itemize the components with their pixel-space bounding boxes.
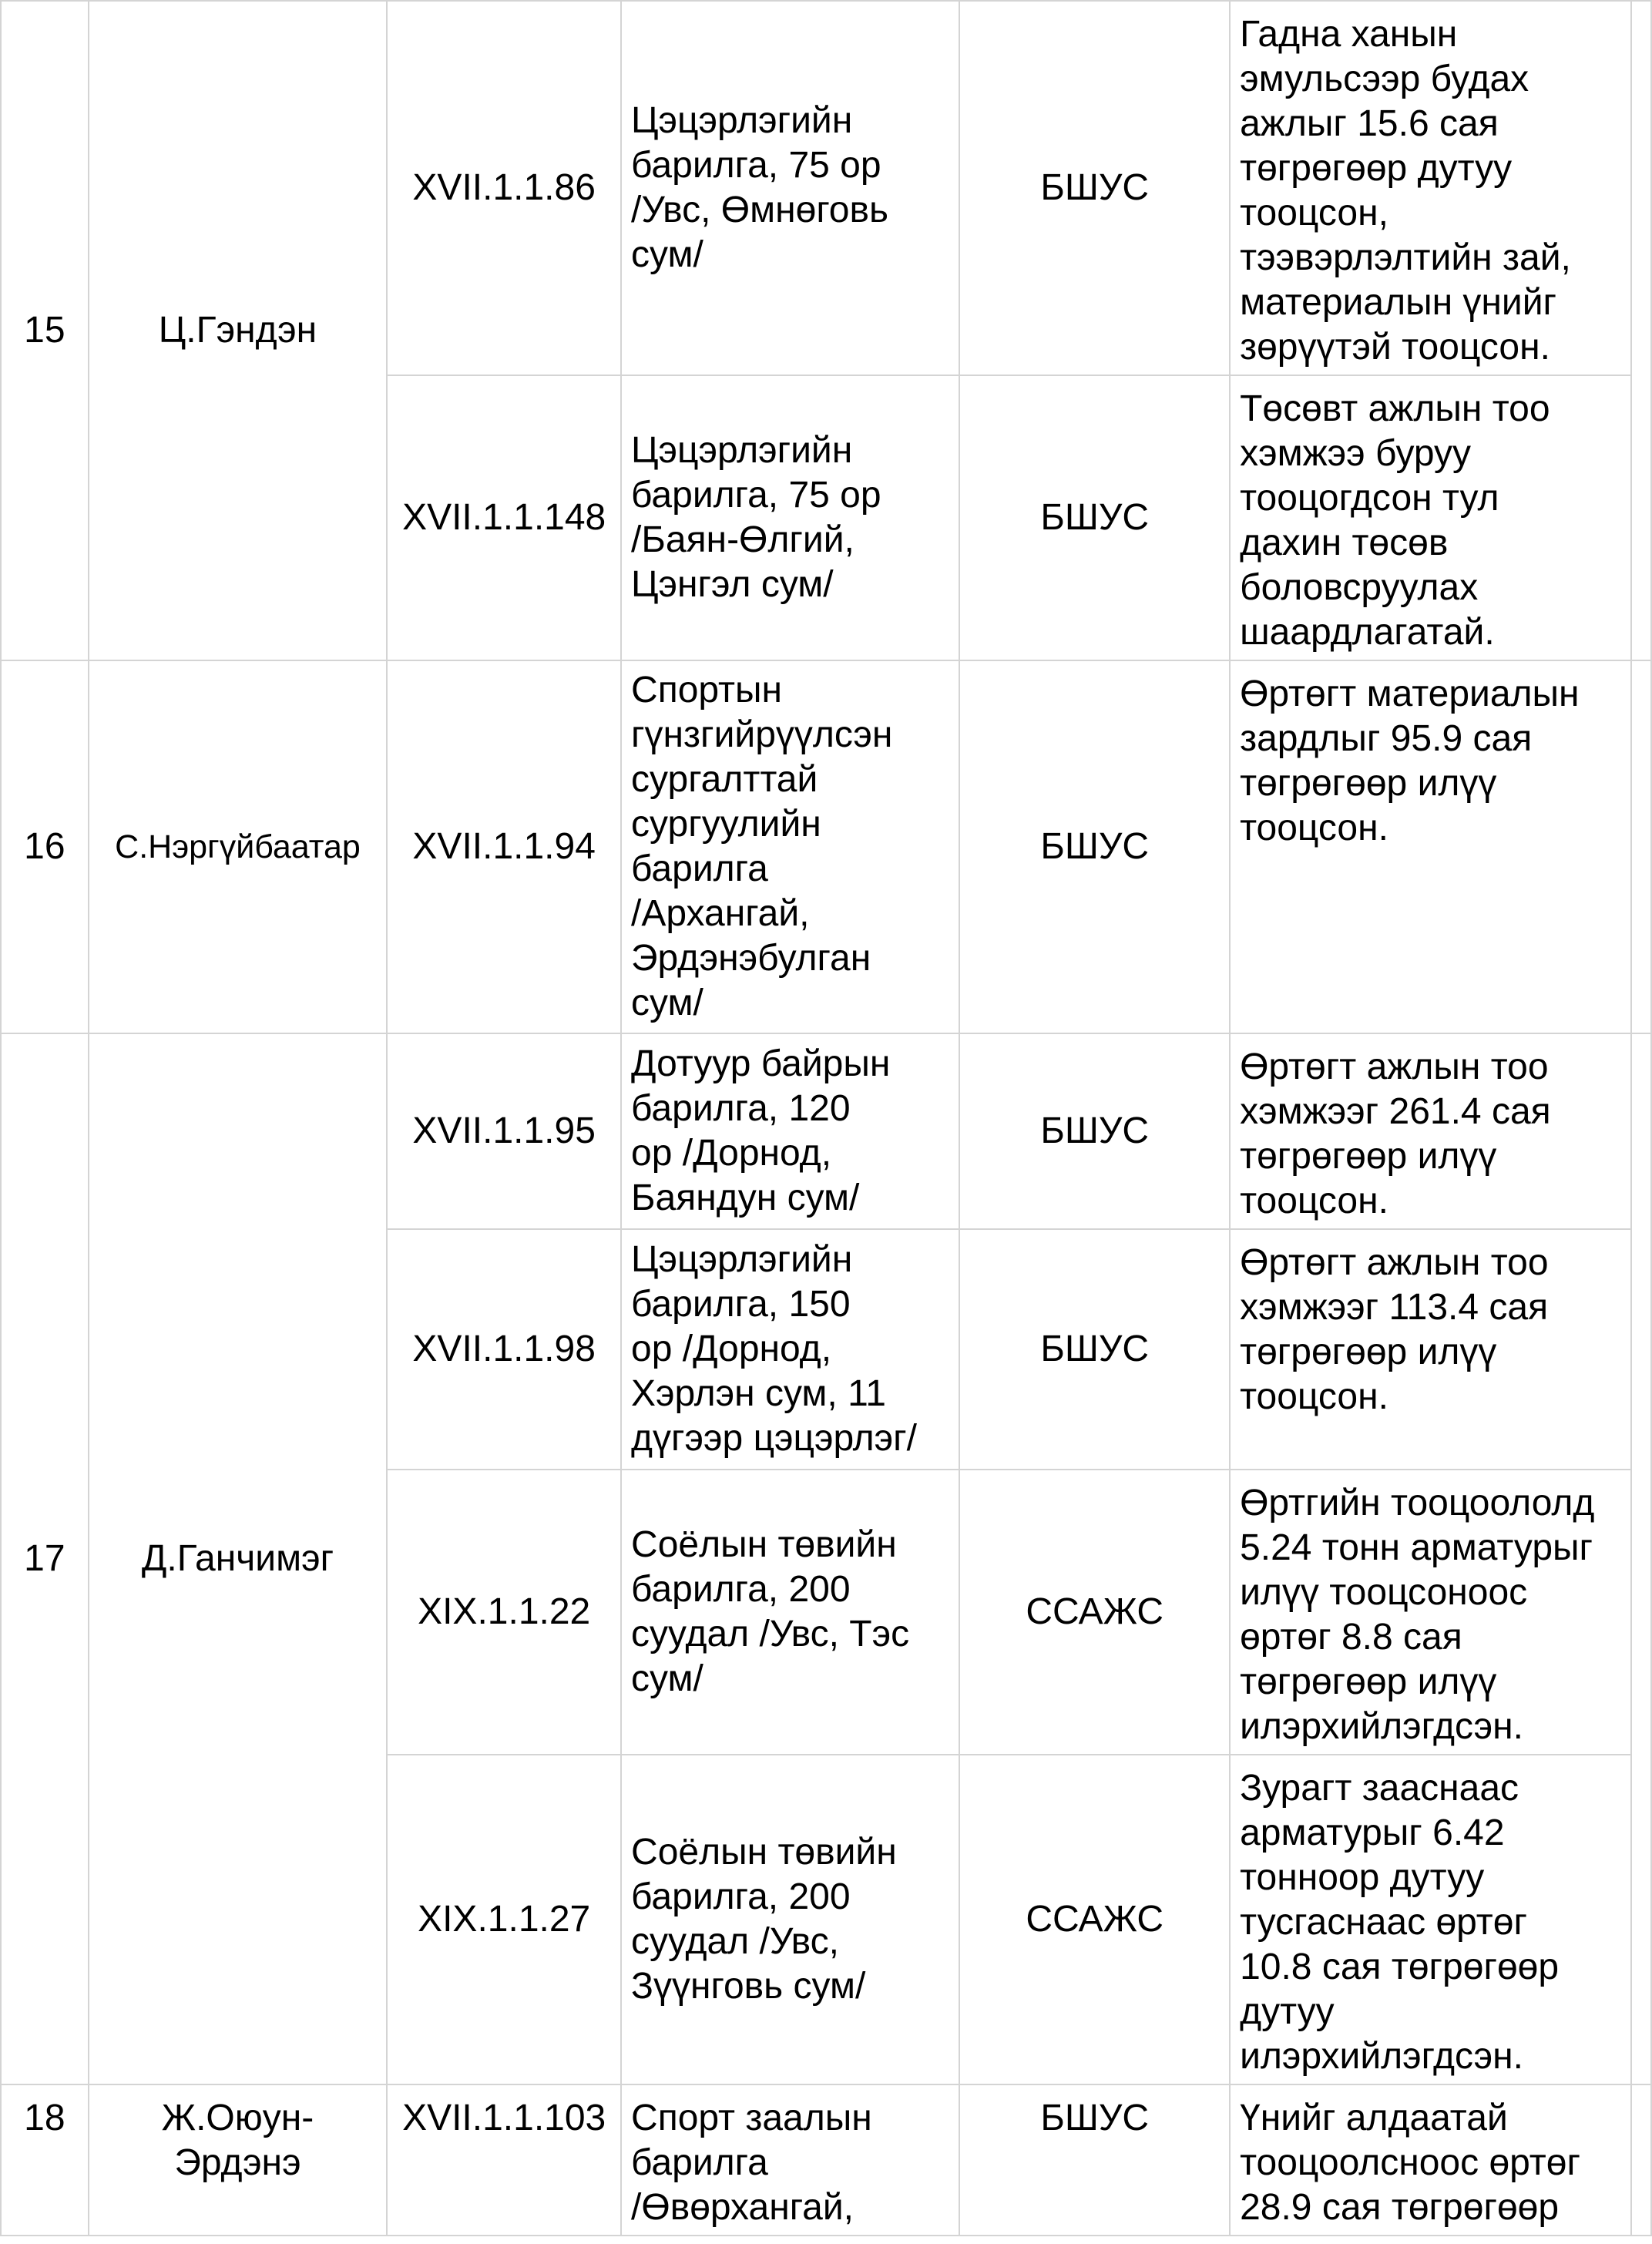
- finding-note: Өртгийн тооцоололд 5.24 тонн арматурыг илүү тооцсоноос өртөг 8.8 сая төгрөгөөр илүү илэрхийлэгдсэн.: [1230, 1470, 1631, 1755]
- object-description: Дотуур байрын барилга, 120 ор /Дорнод, Баяндун сум/: [621, 1033, 959, 1229]
- object-description: Соёлын төвийн барилга, 200 суудал /Увс, Зүүнговь сум/: [621, 1755, 959, 2084]
- finding-note: Өртөгт ажлын тоо хэмжээг 113.4 сая төгрөгөөр илүү тооцсон.: [1230, 1229, 1631, 1470]
- object-description: Спортын гүнзгийрүүлсэн сургалттай сургуулийн барилга /Архангай, Эрдэнэбулган сум/: [621, 660, 959, 1033]
- object-description: Цэцэрлэгийн барилга, 150 ор /Дорнод, Хэрлэн сум, 11 дүгээр цэцэрлэг/: [621, 1229, 959, 1470]
- item-code: XVII.1.1.94: [387, 660, 621, 1033]
- spacer-cell: [1631, 660, 1651, 1033]
- table-row: [1, 1, 1651, 375]
- row-number: 15: [1, 1, 89, 660]
- person-name: С.Нэргүйбаатар: [89, 660, 388, 1033]
- organization: БШУС: [959, 1229, 1230, 1470]
- person-name: Д.Ганчимэг: [89, 1033, 388, 2084]
- row-number: 17: [1, 1033, 89, 2084]
- object-description: Спорт заалын барилга /Өвөрхангай,: [621, 2084, 959, 2236]
- table-row: [1, 2084, 1651, 2236]
- spacer-cell: [1631, 1033, 1651, 2084]
- item-code: XVII.1.1.95: [387, 1033, 621, 1229]
- person-name: Ц.Гэндэн: [89, 1, 388, 660]
- row-number: 16: [1, 660, 89, 1033]
- object-description: Цэцэрлэгийн барилга, 75 ор /Баян-Өлгий, Цэнгэл сум/: [621, 375, 959, 660]
- organization: БШУС: [959, 375, 1230, 660]
- item-code: XVII.1.1.98: [387, 1229, 621, 1470]
- finding-note: Зурагт зааснаас арматурыг 6.42 тонноор дутуу тусгаснаас өртөг 10.8 сая төгрөгөөр дутуу илэрхийлэгдсэн.: [1230, 1755, 1631, 2084]
- organization: ССАЖС: [959, 1755, 1230, 2084]
- spacer-cell: [1631, 2084, 1651, 2236]
- finding-note: Өртөгт материалын зардлыг 95.9 сая төгрөгөөр илүү тооцсон.: [1230, 660, 1631, 1033]
- spacer-cell: [1631, 1, 1651, 660]
- organization: БШУС: [959, 2084, 1230, 2236]
- row-number: 18: [1, 2084, 89, 2236]
- finding-note: Өртөгт ажлын тоо хэмжээг 261.4 сая төгрөгөөр илүү тооцсон.: [1230, 1033, 1631, 1229]
- table-row: [1, 660, 1651, 1033]
- table-row: [1, 1033, 1651, 1229]
- object-description: Цэцэрлэгийн барилга, 75 ор /Увс, Өмнөговь сум/: [621, 1, 959, 375]
- object-description: Соёлын төвийн барилга, 200 суудал /Увс, Тэс сум/: [621, 1470, 959, 1755]
- organization: ССАЖС: [959, 1470, 1230, 1755]
- person-name: Ж.Оюун- Эрдэнэ: [89, 2084, 388, 2236]
- item-code: XVII.1.1.103: [387, 2084, 621, 2236]
- organization: БШУС: [959, 1, 1230, 375]
- finding-note: Төсөвт ажлын тоо хэмжээ буруу тооцогдсон тул дахин төсөв боловсруулах шаардлагатай.: [1230, 375, 1631, 660]
- item-code: XVII.1.1.148: [387, 375, 621, 660]
- item-code: XVII.1.1.86: [387, 1, 621, 375]
- organization: БШУС: [959, 660, 1230, 1033]
- item-code: XIX.1.1.27: [387, 1755, 621, 2084]
- item-code: XIX.1.1.22: [387, 1470, 621, 1755]
- finding-note: Гадна ханын эмульсээр будах ажлыг 15.6 сая төгрөгөөр дутуу тооцсон, тээвэрлэлтийн зай, материалын үнийг зөрүүтэй тооцсон.: [1230, 1, 1631, 375]
- organization: БШУС: [959, 1033, 1230, 1229]
- finding-note: Үнийг алдаатай тооцоолсноос өртөг 28.9 сая төгрөгөөр: [1230, 2084, 1631, 2236]
